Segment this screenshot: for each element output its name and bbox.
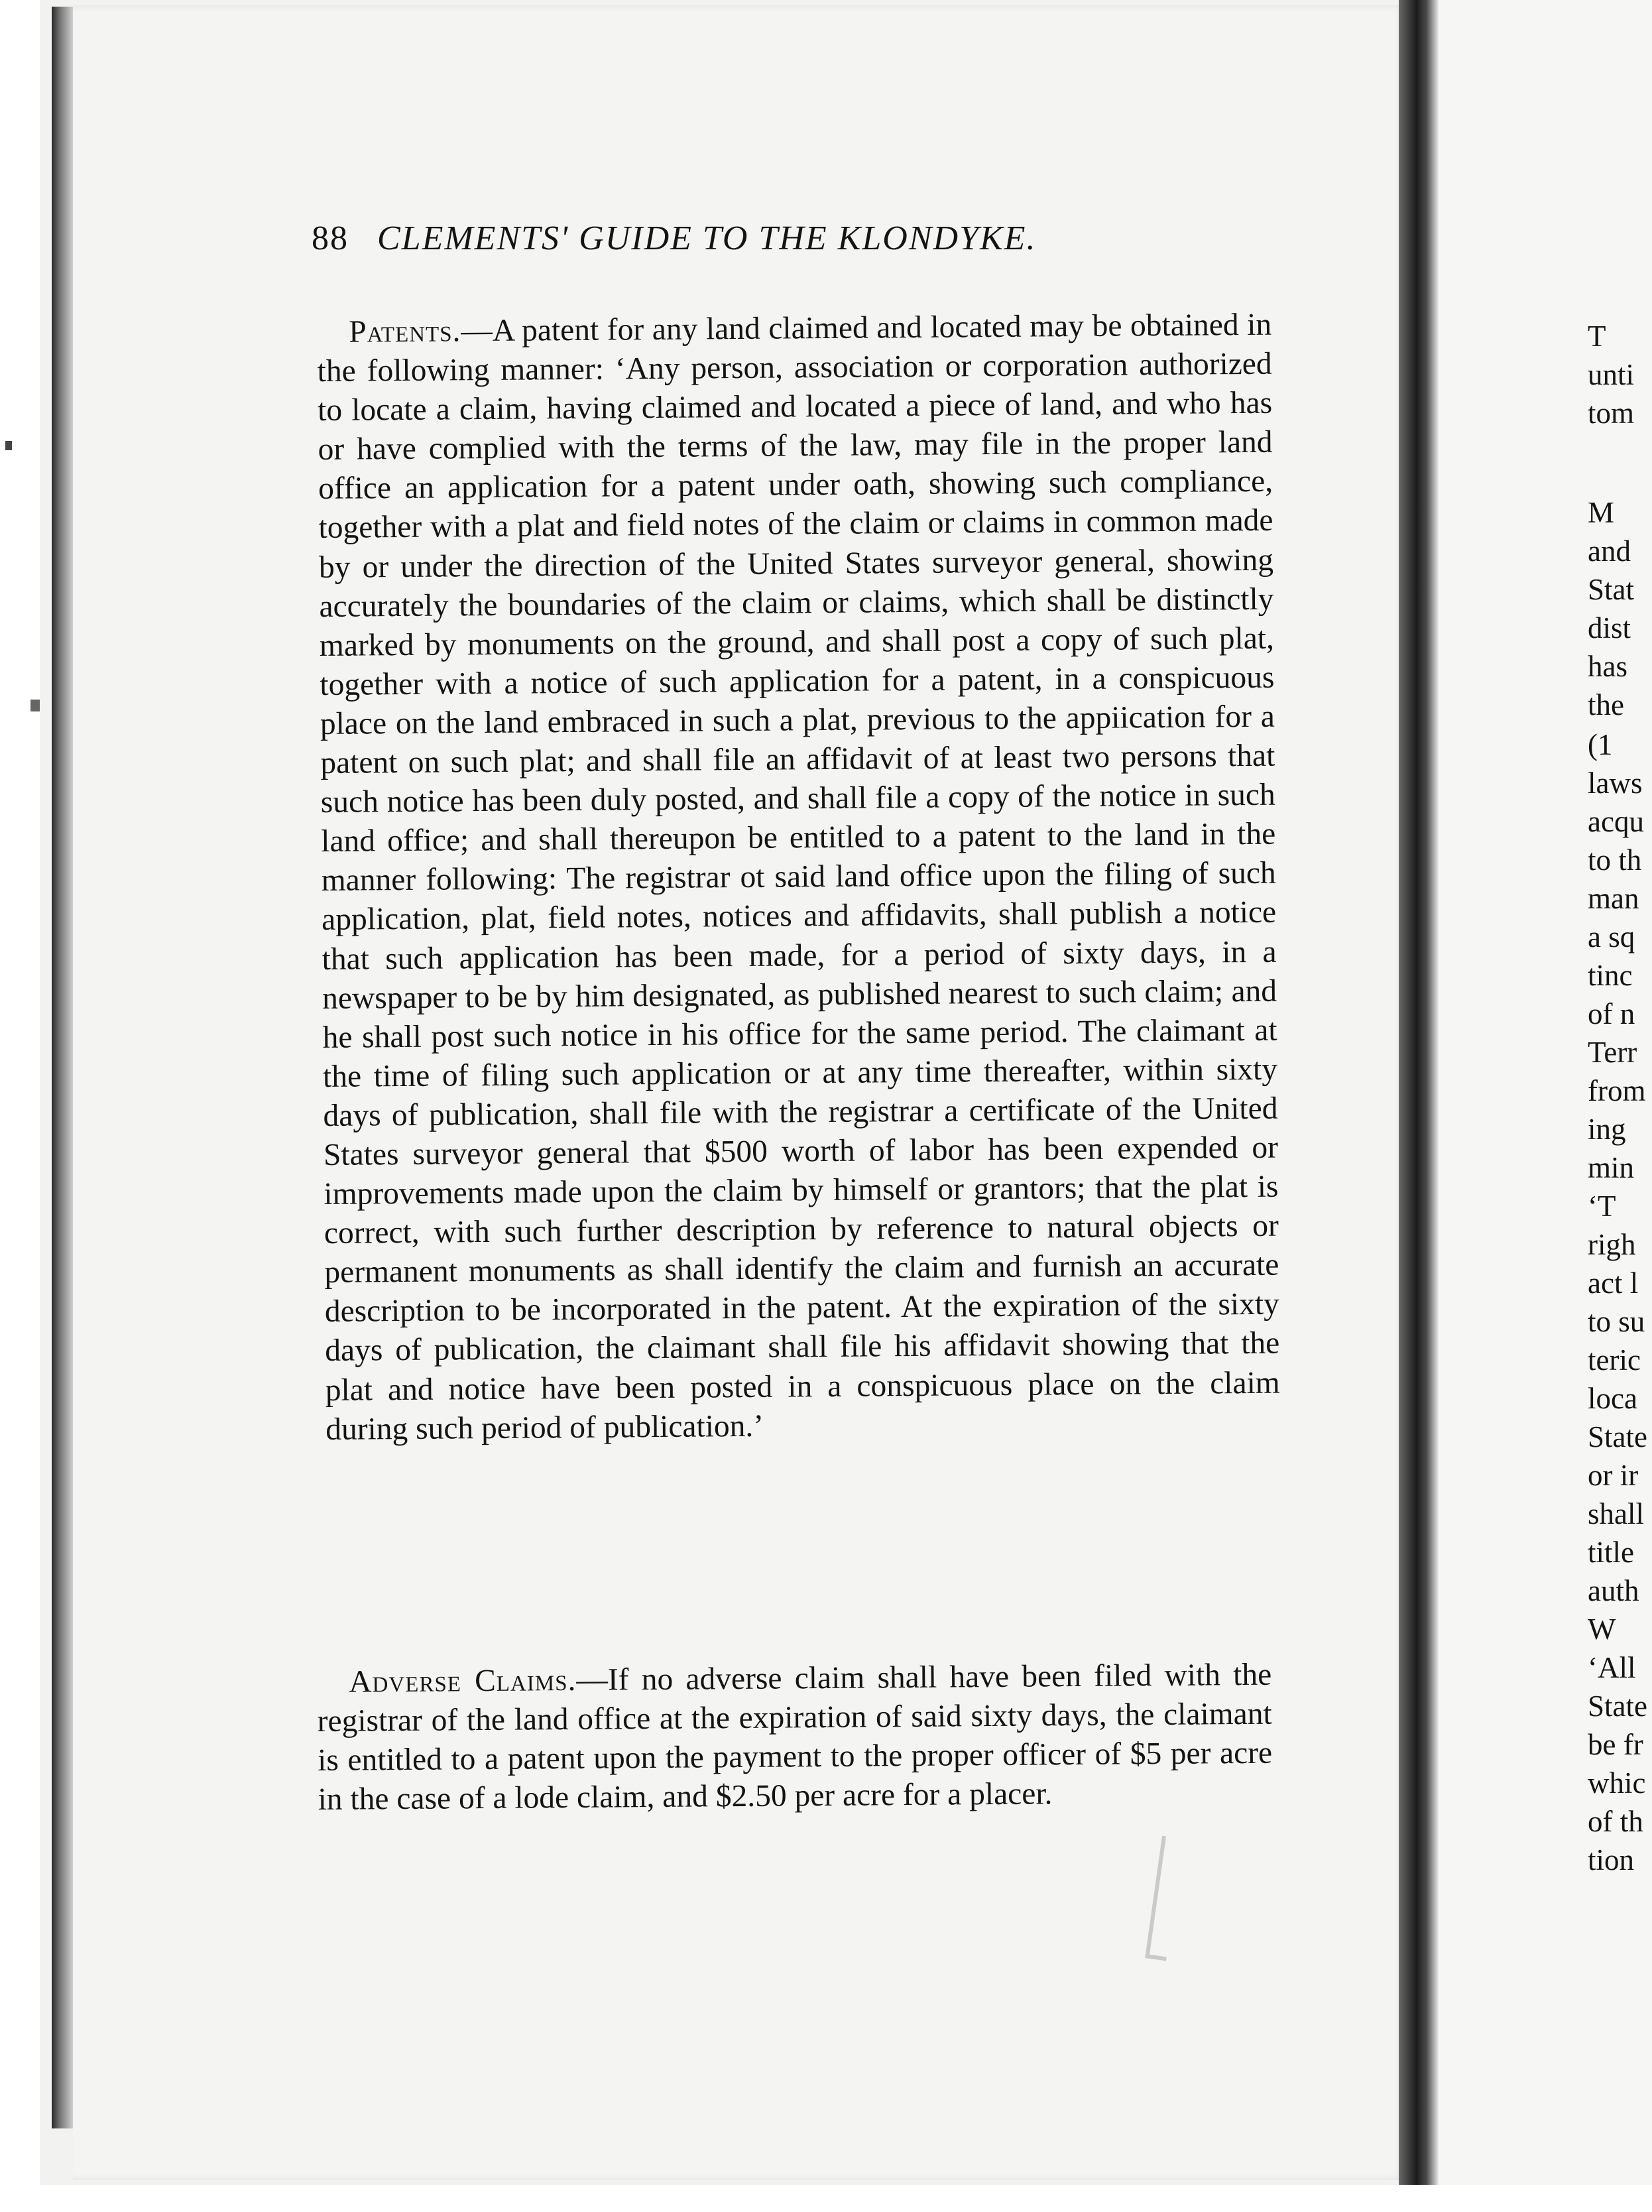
facing-line: State <box>1588 1690 1647 1723</box>
facing-line: ‘All <box>1588 1651 1636 1684</box>
facing-line: tom <box>1588 397 1635 430</box>
facing-line: from <box>1588 1074 1646 1107</box>
facing-line: title <box>1588 1536 1634 1569</box>
patents-paragraph <box>317 306 1280 1449</box>
facing-line: a sq <box>1588 920 1635 953</box>
patents-heading: Patents. <box>349 314 461 349</box>
scan-border-bottom <box>0 2185 1652 2212</box>
adverse-claims-heading: Adverse Claims. <box>349 1662 577 1699</box>
adverse-claims-paragraph <box>317 1656 1273 1820</box>
scan-border-left <box>0 0 40 2212</box>
facing-line: ing <box>1588 1113 1626 1146</box>
facing-line: State <box>1588 1420 1647 1453</box>
facing-line: the <box>1588 688 1624 721</box>
facing-line: shall <box>1588 1497 1644 1530</box>
page-number: 88 <box>312 219 349 257</box>
facing-line: W <box>1588 1613 1616 1646</box>
facing-line: ‘T <box>1588 1190 1616 1223</box>
facing-line: to th <box>1588 843 1642 877</box>
facing-line: be fr <box>1588 1728 1643 1761</box>
facing-line: laws <box>1588 767 1643 800</box>
facing-line: loca <box>1588 1382 1637 1415</box>
facing-line: min <box>1588 1151 1635 1184</box>
facing-line: T <box>1588 320 1606 353</box>
scan-speck <box>30 700 40 711</box>
facing-line: or ir <box>1588 1459 1639 1492</box>
book-gutter <box>1399 0 1439 2188</box>
adverse-claims-text: —If no adverse claim shall have been filed with the registrar of the land office at the expiration of said sixty days, the claimant is entitled to a patent upon the payment to the proper officer of $5 per acre in the case of a lode claim, and $2.50 per acre for a placer. <box>317 1657 1273 1817</box>
facing-line: righ <box>1588 1228 1636 1261</box>
facing-line: unti <box>1588 358 1635 391</box>
facing-line: of n <box>1588 997 1635 1030</box>
facing-line: man <box>1588 882 1639 915</box>
facing-line: acqu <box>1588 805 1644 838</box>
facing-line: teric <box>1588 1343 1641 1377</box>
facing-line: Terr <box>1588 1036 1637 1069</box>
facing-line: auth <box>1588 1574 1639 1607</box>
facing-line: dist <box>1588 611 1631 645</box>
facing-page-text <box>1588 0 1652 2188</box>
facing-line: whic <box>1588 1766 1646 1800</box>
facing-line: (1 <box>1588 728 1613 761</box>
facing-line: act l <box>1588 1266 1639 1300</box>
running-head <box>312 219 1036 258</box>
facing-line: has <box>1588 650 1627 683</box>
facing-line: tinc <box>1588 959 1633 992</box>
scan-speck <box>5 441 12 450</box>
facing-line: to su <box>1588 1305 1645 1338</box>
facing-line: and <box>1588 534 1631 568</box>
facing-line: M <box>1588 496 1615 529</box>
facing-line: of th <box>1588 1805 1643 1838</box>
facing-line: Stat <box>1588 573 1635 606</box>
book-edge <box>52 7 73 2128</box>
patents-text: —A patent for any land claimed and located may be obtained in the following manner: ‘Any person, association or corporation authorized to locate a claim, having claimed and located a piece of land, and who has or have complied with the terms of the law, may file in the proper land office an application for a patent under oath, showing such compliance, together with a plat and field notes of the claim or claims in common made by or under the direction of the United States surveyor general, showing accurately the boundaries of the claim or claims, which shall be distinctly marked by monuments on the ground, and shall post a copy of such plat, together with a notice of such application for a patent, in a conspicuous place on the land embraced in such a plat, previous to the appiication for a patent on such plat; and shall file an affidavit of at least two persons that such notice has been duly posted, and shall file a copy of the notice in such land office; and shall thereupon be entitled to a patent to the land in the manner following: The registrar ot said land office upon the filing of such application, plat, field notes, notices and affidavits, shall publish a notice that such application has been made, for a period of sixty days, in a newspaper to be by him designated, as published nearest to such claim; and he shall post such notice in his office for the same period. The claimant at the time of filing such application or at any time thereafter, within sixty days of publication, shall file with the registrar a certificate of the United States surveyor general that $500 worth of labor has been expended or improvements made upon the claim by himself or grantors; that the plat is correct, with such further description by reference to natural objects or permanent monuments as shall identify the claim and furnish an accurate description to be incorporated in the patent. At the expiration of the sixty days of publication, the claimant shall file his affidavit showing that the plat and notice have been posted in a conspicuous place on the claim during such period of publication.’ <box>317 307 1280 1447</box>
book-title: CLEMENTS' GUIDE TO THE KLONDYKE. <box>377 219 1037 257</box>
facing-line: tion <box>1588 1843 1635 1876</box>
